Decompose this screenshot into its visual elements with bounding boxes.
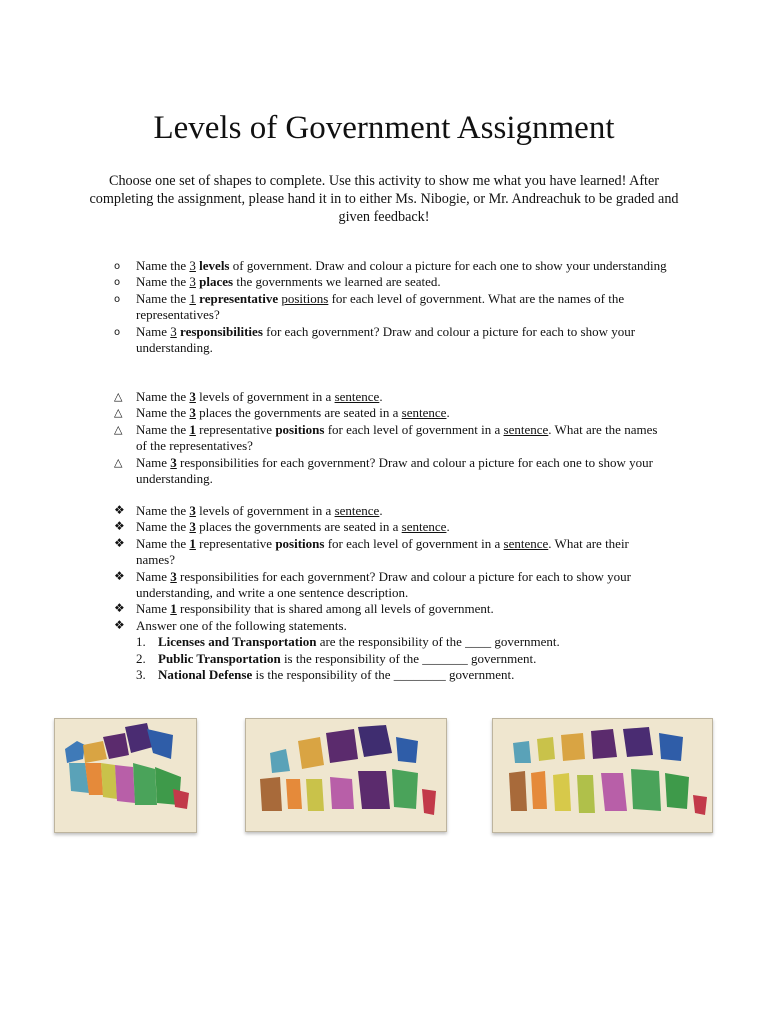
list-item: △ Name 3 responsibilities for each government? Draw and colour a picture for each one to show your understanding. — [114, 454, 653, 487]
triangle-bullet-icon: △ — [114, 406, 123, 420]
list-item: o Name 3 responsibilities for each government? Draw and colour a picture for each to show your understanding. — [114, 323, 636, 356]
list-item: o Name the 1 representative positions for each level of government. What are the names of the representatives? — [114, 290, 625, 323]
list-item: ❖ Name the 3 places the governments are seated in a sentence. — [114, 519, 450, 535]
option-set-triangles — [0, 389, 768, 487]
list-item: ❖ Name 1 responsibility that is shared among all levels of government. — [114, 601, 494, 617]
circle-bullet-icon: o — [114, 293, 121, 305]
triangle-bullet-icon: △ — [114, 422, 123, 436]
option-set-diamonds — [0, 503, 768, 683]
triangle-bullet-icon: △ — [114, 455, 123, 469]
page-title: Levels of Government Assignment — [153, 110, 615, 146]
canada-map-photo-assembled — [54, 718, 197, 833]
circle-bullet-icon: o — [114, 277, 121, 289]
list-item: o Name the 3 levels of government. Draw and colour a picture for each one to show your understanding — [0, 258, 768, 274]
option-set-circles — [0, 258, 768, 356]
diamond-bullet-icon: ❖ — [114, 568, 125, 583]
canada-map-photo-pieces — [492, 718, 713, 833]
list-item: ❖ Answer one of the following statements. — [114, 617, 347, 633]
circle-bullet-icon: o — [114, 326, 121, 338]
list-item: ❖ Name the 3 levels of government in a sentence. — [114, 503, 383, 518]
statement-list — [0, 634, 768, 683]
statement-item: 1. Licenses and Transportation are the responsibility of the ____ government. — [136, 634, 560, 650]
statement-item: 3. National Defense is the responsibility of the ________ government. — [136, 667, 515, 683]
diamond-bullet-icon: ❖ — [114, 519, 125, 534]
diamond-bullet-icon: ❖ — [114, 617, 125, 632]
diamond-bullet-icon: ❖ — [114, 601, 125, 616]
intro-paragraph: Choose one set of shapes to complete. Use this activity to show me what you have learned! After completing the assignment, please hand it in to either Ms. Nibogie, or Mr. Andreachuk to be graded and given feedback! — [89, 173, 679, 225]
list-item: o Name the 3 places the governments we learned are seated. — [0, 274, 768, 290]
list-item: △ Name the 3 levels of government in a sentence. — [114, 389, 383, 404]
list-item: △ Name the 3 places the governments are seated in a sentence. — [114, 405, 450, 421]
circle-bullet-icon: o — [114, 261, 121, 272]
statement-item: 2. Public Transportation is the responsibility of the _______ government. — [136, 650, 537, 666]
list-item: △ Name the 1 representative positions for each level of government in a sentence. What are the names of the representatives? — [114, 421, 658, 454]
list-item: ❖ Name the 1 representative positions for each level of government in a sentence. What are their names? — [114, 535, 629, 568]
list-item: ❖ Name 3 responsibilities for each government? Draw and colour a picture for each to show your understanding, and write a one sentence description. — [114, 568, 631, 601]
diamond-bullet-icon: ❖ — [114, 535, 125, 550]
diamond-bullet-icon: ❖ — [114, 503, 125, 517]
triangle-bullet-icon: △ — [114, 390, 123, 403]
canada-map-photo-separated — [245, 718, 447, 832]
